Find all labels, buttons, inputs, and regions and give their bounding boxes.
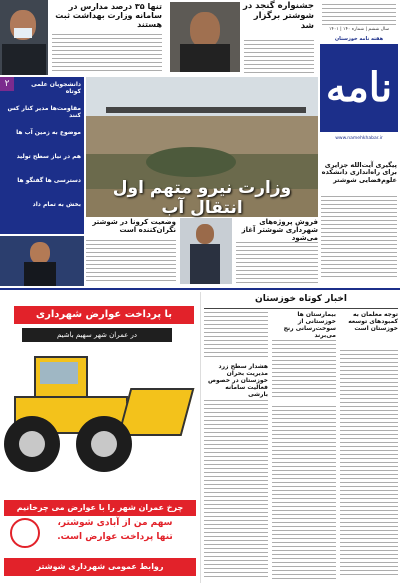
top-middle-text (244, 40, 314, 74)
news-item-2[interactable] (204, 312, 268, 580)
ad-slogan-3: تنها پرداخت عوارض است. (57, 532, 173, 542)
mid-story-1[interactable] (86, 218, 176, 286)
news-item-1-text (272, 340, 336, 400)
news-item-2-text (204, 400, 268, 578)
blue-box-line-5: بخش به تمام داد (32, 201, 81, 208)
top-left-headline[interactable]: تنها ۳۵ درصد مدارس در سامانه وزارت بهداشت ثبت هستند (55, 2, 162, 30)
ad-slogan-2: سهم من از آبادی شوشتر، (57, 518, 173, 528)
top-left-text (52, 34, 162, 72)
mid-story-2-photo (180, 218, 232, 284)
logo-block (320, 44, 398, 132)
ad-loader-illustration (4, 348, 196, 478)
blue-box-line-4: دسترسی ها گفتگو ها (17, 177, 81, 184)
blue-box-line-3: هم در نیاز سطح تولید (16, 153, 81, 160)
masthead-info-lines (322, 4, 396, 26)
news-item-0-text (340, 350, 398, 578)
ad-footer: روابط عمومی شهرداری شوشتر (4, 558, 196, 576)
sidebar-story[interactable] (318, 160, 400, 280)
mid-story-1-headline[interactable]: وضعیت کرونا در شوشتر نگران‌کننده است (92, 218, 176, 235)
sidebar-story-headline[interactable]: پیگیری آیت‌الله جزایری برای راه‌اندازی دانشکده علوم‌قضایی شوشتر (321, 161, 397, 184)
masthead-subtitle: هفته نامه خوزستان (334, 36, 384, 42)
sidebar-story-text (321, 196, 397, 280)
top-left-story[interactable] (0, 0, 166, 75)
ad-second-banner: در عمران شهر سهیم باشیم (22, 328, 172, 342)
mid-story-2[interactable] (180, 218, 318, 286)
mid-story-2-text (236, 242, 318, 284)
masthead (318, 0, 400, 158)
blue-box-line-1: مقاومت‌ها مدیر کنار کس کنند (7, 105, 81, 119)
blue-list-box (0, 77, 84, 234)
municipality-ad[interactable] (0, 292, 201, 583)
news-item-1-headline[interactable]: بیمارستان ها خوزستانی از سوخت‌رسانی رنج می‌برند (283, 311, 336, 339)
news-section-title-rule (204, 308, 398, 309)
top-middle-photo (170, 2, 240, 72)
blue-box-line-2: موضوع به زمین آب ها (16, 129, 81, 136)
news-item-2-headline[interactable]: هشدار سطح زرد مدیریت بحران خوزستان در خصوص فعالیت سامانه بارشی (207, 363, 268, 398)
top-middle-story[interactable] (168, 0, 316, 75)
blue-box-number: ۲ (0, 77, 14, 91)
logo: نامه (325, 64, 393, 111)
news-section (202, 292, 400, 583)
blue-box-line-0: دانشجویان علمی کوتاه (31, 81, 81, 95)
top-middle-headline[interactable]: جشنواره گنجد در شوشتر برگزار شد (242, 1, 314, 31)
news-item-0-headline[interactable]: توجه معلمان به کمبودهای توسعه خوزستان است (348, 311, 398, 332)
section-divider (0, 288, 400, 290)
news-column-b-text (272, 406, 336, 580)
left-column-photo (0, 236, 84, 286)
news-column-c-text-top (204, 312, 268, 360)
municipality-logo-icon (10, 518, 40, 548)
news-section-title: اخبار کوتاه خوزستان (255, 294, 347, 304)
news-item-1[interactable] (272, 312, 336, 402)
masthead-date: سال ششم | شماره ۱۴۰ | ۱۴۰۱ (328, 27, 390, 32)
ad-top-banner: با پرداخت عوارض شهرداری (14, 306, 194, 324)
masthead-website[interactable]: www.namehkhabar.ir (335, 136, 383, 141)
mid-story-2-headline[interactable]: فروش پروژه‌های شهرداری شوشتر آغاز می‌شود (241, 218, 318, 243)
top-left-photo (0, 0, 48, 75)
ad-slogan-1: چرخ عمران شهر را با عوارض می چرخانیم (4, 500, 196, 516)
mid-story-1-text (86, 240, 176, 284)
news-item-0[interactable] (340, 312, 398, 580)
main-story-headline[interactable]: وزارت نیرو متهم اول انتقال آب (112, 178, 292, 218)
